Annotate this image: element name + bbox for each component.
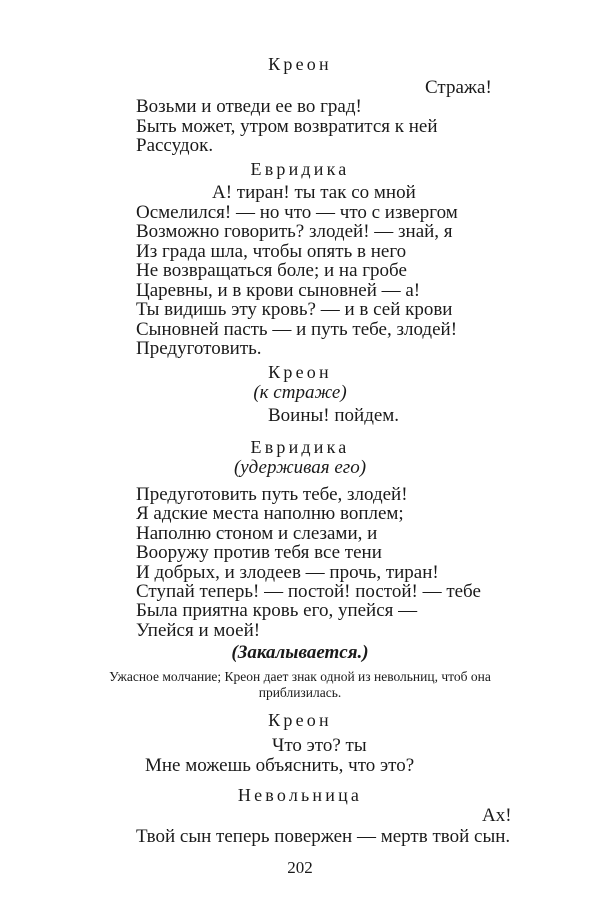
verse-line: Предуготовить путь тебе, злодей! [136,484,408,505]
verse-line: Возьми и отведи ее во град! [136,96,362,117]
verse-line: Воины! пойдем. [268,405,400,426]
verse-line: Сыновней пасть — и путь тебе, злодей! [136,319,458,340]
verse-line: И добрых, и злодеев — прочь, тиран! [136,562,439,583]
verse-line: Рассудок. [136,135,214,156]
verse-line: Наполню стоном и слезами, и [136,523,378,544]
stage-note-line: приблизилась. [258,685,342,700]
verse-line: Была приятна кровь его, упейся — [136,600,418,621]
verse-line: Твой сын теперь повержен — мертв твой сын. [136,826,511,847]
verse-line: Ты видишь эту кровь? — и в сей крови [136,299,453,320]
verse-line: Осмелился! — но что — что с извергом [136,202,458,223]
verse-line: Упейся и моей! [136,620,261,641]
speaker-kreon: Креон [268,362,332,382]
speaker-evridika: Евридика [250,159,350,179]
page-number: 202 [287,858,313,877]
speaker-kreon: Креон [268,54,332,74]
speaker-nevolnitsa: Невольница [237,785,363,805]
verse-line: Я адские места наполню воплем; [136,503,404,524]
verse-line: Предуготовить. [136,338,262,359]
verse-line: Быть может, утром возвратится к ней [136,116,438,137]
verse-line: Возможно говорить? злодей! — знай, я [136,221,453,242]
speaker-kreon: Креон [268,710,332,730]
verse-line: Ступай теперь! — постой! постой! — тебе [136,581,481,602]
verse-line: Вооружу против тебя все тени [136,542,382,563]
stage-direction: (к страже) [253,382,347,403]
verse-line: Из града шла, чтобы опять в него [136,241,407,262]
verse-line: Стража! [425,77,492,98]
verse-line: Ах! [482,805,512,826]
verse-line: Царевны, и в крови сыновней — а! [136,280,421,301]
stage-note-line: Ужасное молчание; Креон дает знак одной из невольниц, чтоб она [109,669,491,684]
verse-line: Не возвращаться боле; и на гробе [136,260,407,281]
speaker-evridika: Евридика [250,437,350,457]
verse-line: Мне можешь объяснить, что это? [145,755,415,776]
stage-direction: (удерживая его) [233,457,367,478]
verse-line: Что это? ты [272,735,367,756]
stage-direction: (Закалывается.) [231,642,369,663]
verse-line: А! тиран! ты так со мной [212,182,416,203]
